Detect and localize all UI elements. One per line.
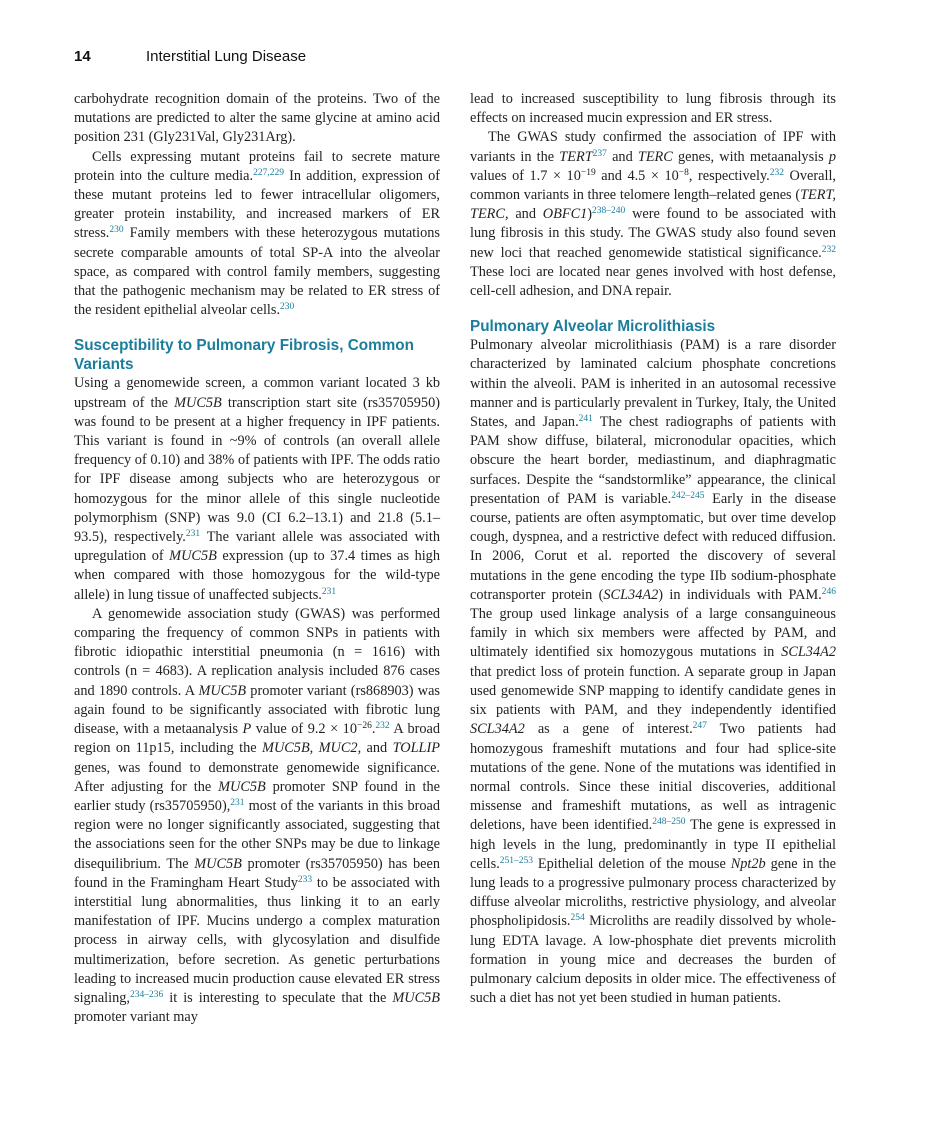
citation: 238–240 — [592, 206, 626, 216]
paragraph: carbohydrate recognition domain of the proteins. Two of the mutations are predicted to alter the same glycine at amino acid position 231 (Gly231Val, Gly231Arg). — [74, 91, 440, 146]
left-column — [74, 90, 440, 1027]
paragraph: The GWAS study confirmed the association of IPF with variants in the TERT$^{237}$ and TERC genes, with metaanalysis p values of $1.7 \times 10^{-19}$ and $4.5 \times 10^{-8}$, respectively.$^{232}$ Overall, common variants in three telomere length–related genes (TERT, TERC, and OBFC1)$^{238-240}$ were found to be associated with lung fibrosis in this study. The GWAS study also found seven new loci that reached genomewide statistical significance.$^{232}$ These loci are located near genes involved with host defense, cell-cell adhesion, and DNA repair. — [470, 129, 836, 300]
exponent: −19 — [580, 167, 596, 178]
citation: 254 — [570, 913, 585, 924]
citation: 230 — [109, 225, 124, 236]
citation: 251–253 — [499, 855, 534, 866]
exponent: −26 — [356, 720, 372, 731]
citation: 241 — [578, 413, 593, 424]
citation: 227,229 — [253, 167, 284, 178]
citation: 233 — [297, 874, 313, 885]
citation: 248–250 — [652, 817, 686, 828]
citation: 234–236 — [130, 989, 164, 1000]
paragraph: A genomewide association study (GWAS) was performed comparing the frequency of common SNPs in patients with fibrotic idiopathic interstitial pneumonia (n = 1616) with controls (n = 4683). A replication analysis included 876 cases and 1890 controls. A MUC5B promoter variant (rs868903) was again found to be significantly associated with fibrotic lung disease, with a metaanalysis P value of $9.2 \times 10^{-26}.^{232}$ A broad region on 11p15, including the MUC5B, MUC2, and TOLLIP genes, was found to demonstrate genomewide significance. After adjusting for the MUC5B promoter SNP found in the earlier study (rs35705950),$^{231}$ most of the variants in this broad region were no longer significantly associated, suggesting that the associations seen for the other SNPs may be due to linkage disequilibrium. The MUC5B promoter (rs35705950) has been found in the Framingham Heart Study$^{233}$ to be associated with interstitial lung abnormalities, thus linking it to an early manifestation of IPF. Mucins undergo a complex maturation process in airway cells, with glycosylation and disulfide multimerization, before secretion. As genetic perturbations leading to increased mucin production cause elevated ER stress signaling,$^{234-236}$ it is interesting to speculate that the MUC5B promoter variant may — [74, 605, 441, 1026]
running-title: Interstitial Lung Disease — [146, 48, 307, 65]
citation: 246 — [821, 586, 837, 597]
exponent: −8 — [678, 167, 689, 178]
paragraph: Pulmonary alveolar microlithiasis (PAM) is a rare disorder characterized by laminated calcium phosphate concretions within the alveoli. PAM is inherited in an autosomal recessive manner and is particularly prevalent in Turkey, Italy, the United States, and Japan.$^{241}$ The chest radiographs of patients with PAM show diffuse, bilateral, micronodular opacities, which obscure the heart border, mediastinum, and diaphragmatic surfaces. Despite the “sandstormlike” appearance, the clinical presentation of PAM is variable.$^{242-245}$ Early in the disease course, patients are often asymptomatic, but over time develop cough, dyspnea, and a restrictive defect with reduced diffusion. In 2006, Corut et al. reported the discovery of several mutations in the gene encoding the type IIb sodium-phosphate cotransporter protein (SCL34A2) in individuals with PAM.$^{246}$ The group used linkage analysis of a large consanguineous family in which six members were affected by PAM, and ultimately identified six homozygous mutations in SCL34A2 that predict loss of protein function. A separate group in Japan used genomewide SNP mapping to identify candidate genes in six patients with PAM, and they independently identified SCL34A2 as a gene of interest.$^{247}$ Two patients had homozygous frameshift mutations and four had splice-site mutations of the gene. None of the mutations was identified in normal controls. Since these initial discoveries, additional missense and frameshift mutations, as well as intragenic deletions, have been identified.$^{248-250}$ The gene is expressed in high levels in the lung, predominantly in type II epithelial cells.$^{251-253}$ Epithelial deletion of the mouse Npt2b gene in the lung leads to a progressive pulmonary process characterized by diffuse alveolar microliths, restrictive physiology, and alveolar phospholipidosis.$^{254}$ Microliths are readily dissolved by whole-lung EDTA lavage. A low-phosphate diet prevents microlith formation in young mice and decreases the burden of pulmonary calcium deposits in older mice. The effectiveness of such a diet has not yet been studied in human patients. — [470, 337, 837, 1007]
citation: 232 — [375, 720, 390, 731]
citation: 237 — [592, 148, 607, 159]
paragraph: lead to increased susceptibility to lung fibrosis through its effects on increased mucin expression and ER stress. — [470, 91, 836, 127]
page-number: 14 — [74, 48, 91, 65]
paragraph: Using a genomewide screen, a common variant located 3 kb upstream of the MUC5B transcription start site (rs35705950) was found to be present at a higher frequency in IPF patients. This variant is found in ~9% of controls (an overall allele frequency of 0.10) and 38% of patients with IPF. The odds ratio for IPF disease among subjects who are heterozygous or homozygous for the minor allele of this single nucleotide polymorphism (SNP) was 9.0 (CI 6.2–13.1) and 21.8 (5.1–93.5), respectively.$^{231}$ The variant allele was associated with upregulation of MUC5B expression (up to 37.4 times as high when compared with those homozygous for the wild-type allele) in lung tissue of unaffected subjects.$^{231}$ — [74, 375, 440, 603]
citation: 247 — [692, 721, 707, 732]
citation: 232 — [821, 244, 836, 255]
page-header — [74, 48, 854, 70]
section-heading: Susceptibility to Pulmonary Fibrosis, Common Variants — [74, 337, 414, 374]
section-heading: Pulmonary Alveolar Microlithiasis — [470, 318, 716, 336]
citation: 231 — [185, 528, 201, 539]
citation: 230 — [280, 302, 295, 313]
paragraph: Cells expressing mutant proteins fail to secrete mature protein into the culture media.$^{227,229}$ In addition, expression of these mutant proteins led to fewer intracellular oligomers, greater protein instability, and increased markers of ER stress.$^{230}$ Family members with these heterozygous mutations secrete comparable amounts of total SP-A into the alveolar space, as compared with control family members, suggesting that the pathogenic mechanism may be related to ER stress of the resident epithelial alveolar cells.$^{230}$ — [74, 148, 440, 319]
citation: 232 — [769, 167, 784, 178]
citation: 242–245 — [671, 490, 705, 501]
citation: 231 — [230, 797, 245, 808]
citation: 231 — [321, 586, 337, 597]
right-column — [470, 90, 836, 1008]
